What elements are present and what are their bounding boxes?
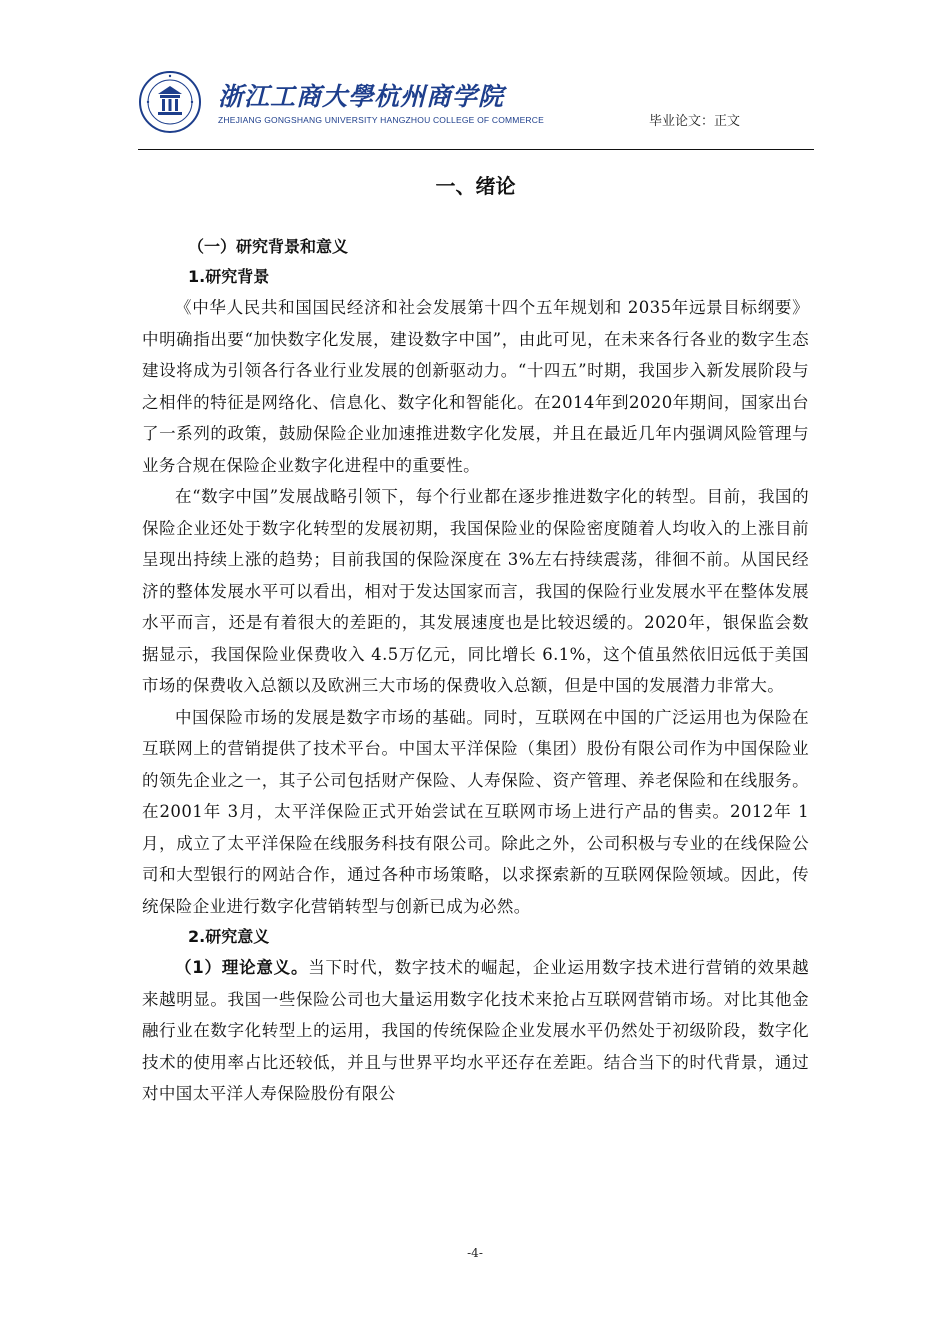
logo-chinese-name: 浙江工商大學杭州商学院 xyxy=(218,82,505,111)
paragraph: 在“数字中国”发展战略引领下，每个行业都在逐步推进数字化的转型。目前，我国的保险企业还处于数字化转型的发展初期，我国保险业的保险密度随着人均收入的上涨目前呈现出持续上涨的趋势；目前我国的保险深度在 3%左右持续震荡，徘徊不前。从国民经济的整体发展水平可以看出，相对于发达国家而言，我国的保险行业发展水平在整体发展水平而言，还是有着很大的差距的，其发展速度也是比较迟缓的。2020年，银保监会数据显示，我国保险业保费收入 4.5万亿元，同比增长 6.1%，这个值虽然依旧远低于美国市场的保费收入总额以及欧洲三大市场的保费收入总额，但是中国的发展潜力非常大。 xyxy=(142,487,809,695)
page-number: -4- xyxy=(467,1246,483,1260)
page-header xyxy=(138,62,814,150)
paragraph xyxy=(142,952,809,1110)
page-body xyxy=(142,158,809,1110)
chapter-title: 一、绪论 xyxy=(435,174,516,198)
paragraph-lead: （1）理论意义。 xyxy=(175,958,309,977)
header-divider xyxy=(138,149,814,150)
paragraph: 《中华人民共和国国民经济和社会发展第十四个五年规划和 2035年远景目标纲要》中明确指出要“加快数字化发展，建设数字中国”，由此可见，在未来各行各业的数字生态建设将成为引领各行各业行业发展的创新驱动力。“十四五”时期，我国步入新发展阶段与之相伴的特征是网络化、信息化、数字化和智能化。在2014年到2020年期间，国家出台了一系列的政策，鼓励保险企业加速推进数字化发展，并且在最近几年内强调风险管理与业务合规在保险企业数字化进程中的重要性。 xyxy=(142,298,809,475)
section-heading: （一）研究背景和意义 xyxy=(188,237,349,256)
header-section-label: 毕业论文：正文 xyxy=(648,114,740,129)
paragraph-text: 当下时代，数字技术的崛起，企业运用数字技术进行营销的效果越来越明显。我国一些保险公司也大量运用数字化技术来抢占互联网营销市场。对比其他金融行业在数字化转型上的运用，我国的传统保险企业发展水平仍然处于初级阶段，数字化技术的使用率占比还较低，并且与世界平均水平还存在差距。结合当下的时代背景，通过对中国太平洋人寿保险股份有限公 xyxy=(142,958,809,1103)
subsection-heading: 2.研究意义 xyxy=(188,927,270,946)
university-seal-icon xyxy=(138,70,202,134)
subsection-heading: 1.研究背景 xyxy=(188,267,270,286)
university-logo xyxy=(218,82,544,126)
paragraph: 中国保险市场的发展是数字市场的基础。同时，互联网在中国的广泛运用也为保险在互联网上的营销提供了技术平台。中国太平洋保险（集团）股份有限公司作为中国保险业的领先企业之一，其子公司包括财产保险、人寿保险、资产管理、养老保险和在线服务。在2001年 3月，太平洋保险正式开始尝试在互联网市场上进行产品的售卖。2012年 1月，成立了太平洋保险在线服务科技有限公司。除此之外，公司积极与专业的在线保险公司和大型银行的网站合作，通过各种市场策略，以求探索新的互联网保险领域。因此，传统保险企业进行数字化营销转型与创新已成为必然。 xyxy=(142,707,809,916)
logo-english-name: ZHEJIANG GONGSHANG UNIVERSITY HANGZHOU COLLEGE OF COMMERCE xyxy=(218,115,544,125)
